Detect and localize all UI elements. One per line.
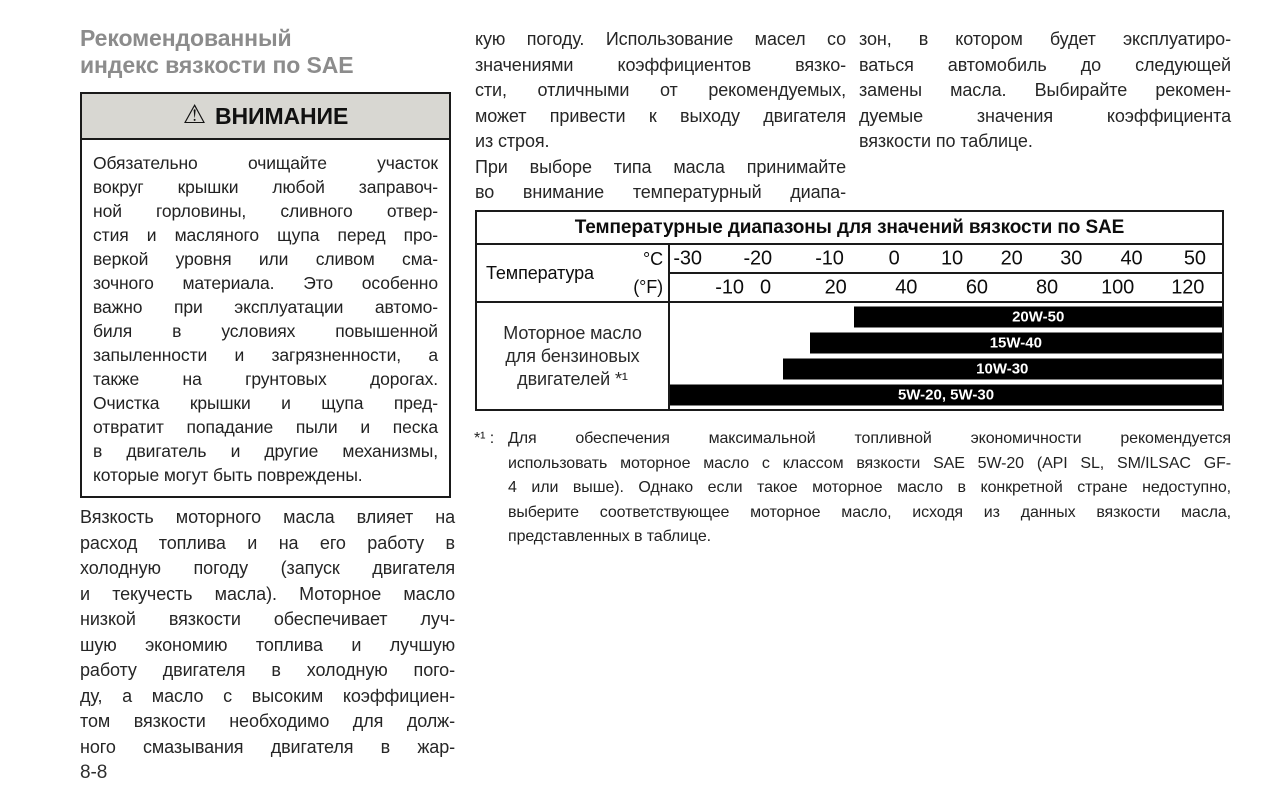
text-line: выберите соответствующее моторное масло, исходя из данных вязкости масла,: [508, 503, 1231, 521]
text-line: дуемые значения коэффициента: [859, 105, 1231, 126]
text-line: Для обеспечения максимальной топливной экономичности рекомендуется: [508, 430, 1231, 447]
temperature-label-cell: [477, 245, 670, 301]
viscosity-bar-label: 10W-30: [976, 360, 1029, 378]
text-line: замены масла. Выбирайте рекомен-: [859, 80, 1231, 100]
footnote: [474, 427, 1231, 550]
text-line: шую экономию топлива и лучшую: [80, 634, 455, 655]
right-column: [859, 27, 1231, 155]
text-line: Вязкость моторного масла влияет на: [80, 507, 455, 527]
viscosity-bar-row: [670, 330, 1222, 356]
text-line: Очистка крышки и щупа пред-: [93, 393, 438, 413]
viscosity-bar: [810, 333, 1222, 354]
text-line: сти, отличными от рекомендуемых,: [475, 80, 846, 100]
celsius-tick: 20: [1000, 247, 1023, 269]
warning-header: [82, 94, 449, 140]
table-header-row: [477, 245, 1222, 303]
text-line: зочного материала. Это особенно: [93, 273, 438, 293]
celsius-tick: 40: [1120, 247, 1143, 269]
celsius-tick: -20: [743, 247, 773, 269]
text-line: стия и масляного щупа перед про-: [93, 225, 438, 245]
viscosity-bar: [783, 359, 1222, 380]
viscosity-table: [475, 210, 1224, 411]
page-title: [80, 25, 455, 79]
fahrenheit-tick: 20: [824, 276, 847, 298]
text-line: ваться автомобиль до следующей: [859, 54, 1231, 75]
text-line: запыленности и загрязненности, а: [93, 345, 438, 365]
text-line: ной горловины, сливного отвер-: [93, 201, 438, 221]
viscosity-bar-row: [670, 356, 1222, 382]
oil-type-label: [477, 303, 670, 409]
table-title: Температурные диапазоны для значений вязкости по SAE: [477, 212, 1222, 245]
viscosity-bar: [670, 385, 1222, 406]
text-line: расход топлива и на его работу в: [80, 532, 455, 553]
celsius-tick: 30: [1060, 247, 1083, 269]
bars-area: [670, 303, 1222, 409]
text-line: использовать моторное масло с классом вязкости SAE 5W-20 (API SL, SM/ILSAC GF-: [508, 454, 1231, 472]
page-number: 8-8: [80, 762, 108, 783]
page-title-line1: Рекомендованный: [80, 25, 292, 51]
middle-column: [475, 27, 846, 206]
fahrenheit-unit-label: (°F): [633, 277, 663, 297]
text-line: 4 или выше). Однако если такое моторное масло в конкретной стране недоступно,: [508, 479, 1231, 496]
text-line: двигателей *¹: [517, 368, 628, 389]
viscosity-bar: [854, 307, 1222, 328]
middle-paragraph-2: [475, 155, 846, 206]
warning-triangle-icon: ⚠: [182, 100, 206, 130]
celsius-tick: 50: [1183, 247, 1206, 269]
footnote-marker: *¹ :: [474, 430, 495, 447]
text-line: важно при эксплуатации автомо-: [93, 297, 438, 317]
celsius-scale: [670, 245, 1222, 274]
viscosity-bar-row: [670, 382, 1222, 408]
celsius-unit-label: °C: [643, 249, 663, 269]
table-body-row: [477, 303, 1222, 409]
fahrenheit-tick: 0: [759, 276, 771, 298]
text-line: значениями коэффициентов вязко-: [475, 54, 846, 75]
fahrenheit-tick: 120: [1171, 276, 1205, 298]
page-title-line2: индекс вязкости по SAE: [80, 52, 354, 78]
temperature-label: Температура: [486, 262, 594, 283]
text-line: вокруг крышки любой заправоч-: [93, 177, 438, 197]
text-line: Моторное масло: [503, 322, 642, 343]
unit-labels: [617, 245, 668, 301]
text-line: из строя.: [475, 131, 550, 151]
text-line: ного смазывания двигателя в жар-: [80, 736, 455, 757]
left-paragraph: [80, 505, 455, 760]
text-line: для бензиновых: [505, 345, 640, 366]
text-line: веркой уровня или сливом сма-: [93, 249, 438, 269]
fahrenheit-scale: [670, 274, 1222, 301]
text-line: может привести к выходу двигателя: [475, 105, 846, 126]
warning-title: ВНИМАНИЕ: [215, 102, 349, 129]
warning-body: [82, 140, 449, 496]
text-line: во внимание температурный диапа-: [475, 182, 846, 202]
celsius-tick: -10: [815, 247, 844, 269]
text-line: ду, а масло с высоким коэффициен-: [80, 685, 455, 706]
text-line: зон, в котором будет эксплуатиро-: [859, 29, 1231, 49]
viscosity-bar-row: [670, 304, 1222, 330]
text-line: том вязкости необходимо для долж-: [80, 711, 455, 731]
footnote-text: [508, 427, 1231, 550]
fahrenheit-tick: -10: [715, 276, 744, 298]
celsius-tick: 10: [941, 247, 964, 269]
text-line: в двигатель и другие механизмы,: [93, 441, 438, 461]
text-line: Обязательно очищайте участок: [93, 153, 438, 173]
text-line: и текучесть масла). Моторное масло: [80, 583, 455, 604]
text-line: При выборе типа масла принимайте: [475, 156, 846, 177]
fahrenheit-tick: 80: [1035, 276, 1059, 298]
text-line: также на грунтовых дорогах.: [93, 369, 438, 389]
text-line: низкой вязкости обеспечивает луч-: [80, 609, 455, 629]
temperature-scale: [670, 245, 1222, 301]
warning-box: [80, 92, 451, 498]
viscosity-bar-label: 20W-50: [1012, 308, 1065, 326]
text-line: холодную погоду (запуск двигателя: [80, 558, 455, 578]
celsius-tick: 0: [888, 247, 900, 269]
fahrenheit-tick: 100: [1101, 276, 1135, 298]
text-line: вязкости по таблице.: [859, 131, 1033, 151]
text-line: которые могут быть повреждены.: [93, 465, 363, 485]
viscosity-bar-label: 15W-40: [989, 334, 1042, 352]
fahrenheit-tick: 40: [895, 276, 918, 298]
viscosity-bar-label: 5W-20, 5W-30: [897, 386, 995, 404]
middle-paragraph-1: [475, 27, 846, 155]
text-line: биля в условиях повышенной: [93, 321, 438, 341]
celsius-tick: -30: [673, 247, 702, 269]
text-line: представленных в таблице.: [508, 528, 712, 545]
text-line: кую погоду. Использование масел со: [475, 29, 846, 49]
fahrenheit-tick: 60: [965, 276, 988, 298]
text-line: работу двигателя в холодную пого-: [80, 660, 455, 680]
text-line: отвратит попадание пыли и песка: [93, 417, 438, 437]
